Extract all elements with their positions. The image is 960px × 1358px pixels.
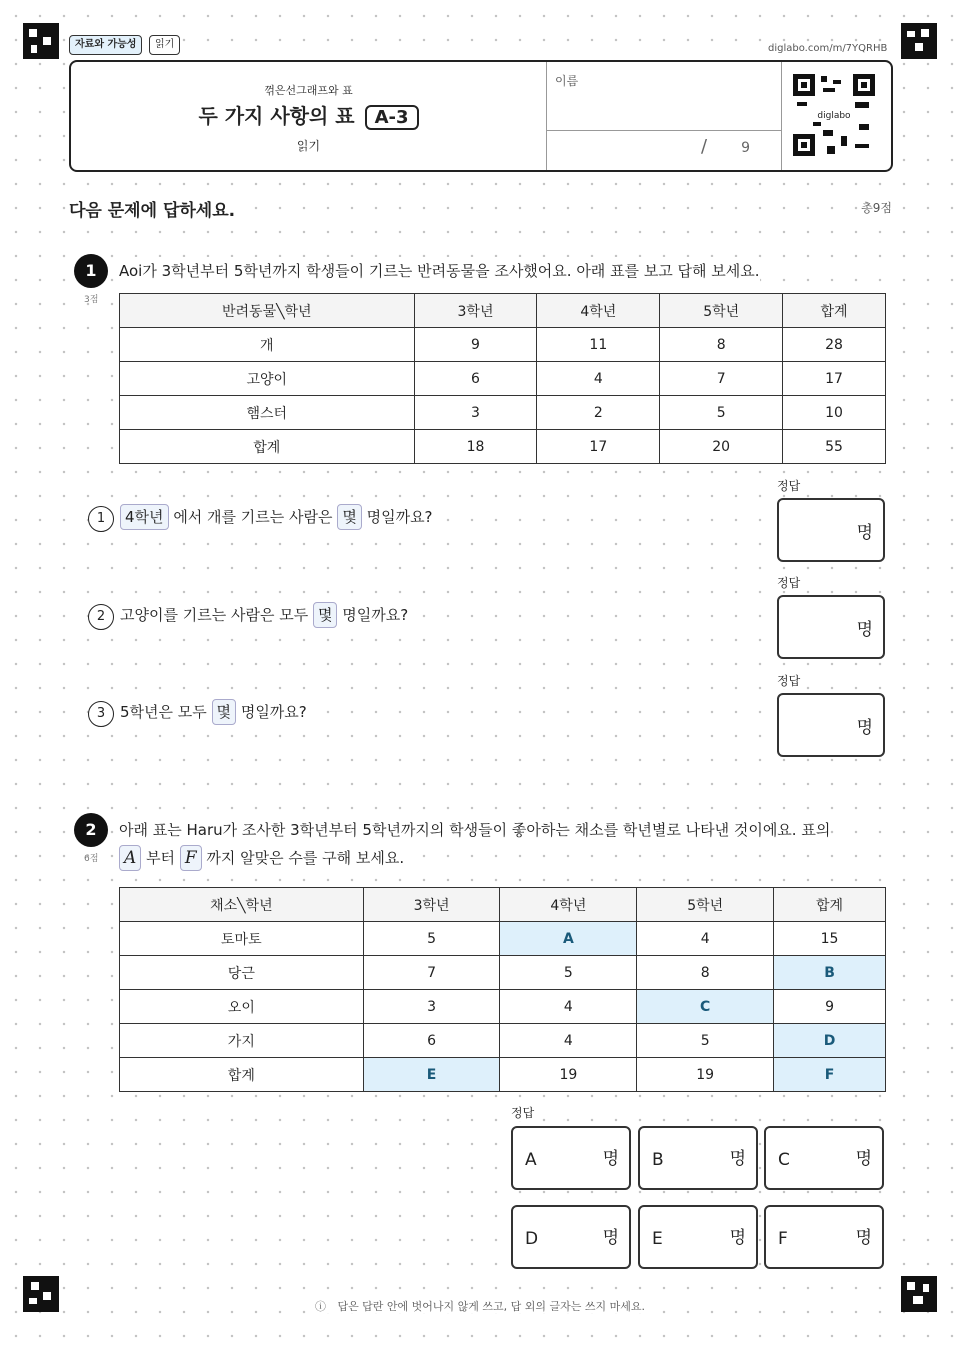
- table-header: 4학년: [537, 294, 660, 328]
- sub-question-text: 5학년은 모두: [120, 703, 207, 721]
- answer-box-d[interactable]: [511, 1205, 631, 1269]
- keyword-highlight: 몇: [212, 699, 237, 725]
- unknown-cell: D: [774, 1024, 886, 1058]
- unit-label: 명: [856, 718, 873, 738]
- table-header: 4학년: [500, 888, 637, 922]
- table-cell: 4: [500, 990, 637, 1024]
- table-cell: 6: [363, 1024, 500, 1058]
- table-header: 5학년: [660, 294, 783, 328]
- unit-label: 명: [729, 1149, 746, 1169]
- table-row: [120, 328, 886, 362]
- question-text: 아래 표는 Haru가 조사한 3학년부터 5학년까지의 학생들이 좋아하는 채소를 학년별로 나타낸 것이에요. 표의: [119, 816, 830, 844]
- table-cell: 당근: [120, 956, 364, 990]
- variable-f: F: [180, 845, 202, 871]
- sub-question-2: [88, 601, 408, 630]
- sub-question-number: 1: [88, 506, 114, 532]
- table-cell: 합계: [120, 1058, 364, 1092]
- table-cell: 개: [120, 328, 415, 362]
- table-header-row: [120, 294, 886, 328]
- table-row: [120, 430, 886, 464]
- answer-label: 정답: [511, 1106, 535, 1120]
- name-field-label[interactable]: 이름: [555, 74, 579, 88]
- table-cell: 4: [637, 922, 774, 956]
- footer-text: 답은 답란 안에 벗어나지 않게 쓰고, 답 외의 글자는 쓰지 마세요.: [333, 1300, 649, 1313]
- answer-box-f[interactable]: [764, 1205, 884, 1269]
- table-cell: 8: [660, 328, 783, 362]
- question-number: 1: [74, 254, 108, 288]
- table-header: 합계: [774, 888, 886, 922]
- score-slash: /: [701, 136, 708, 157]
- table-cell: 17: [783, 362, 886, 396]
- answer-label: 정답: [777, 479, 801, 493]
- answer-letter: B: [652, 1150, 664, 1170]
- answer-box-e[interactable]: [638, 1205, 758, 1269]
- unit-label: 명: [602, 1149, 619, 1169]
- answer-letter: A: [525, 1150, 537, 1170]
- divider: [546, 130, 781, 131]
- instruction: 다음 문제에 답하세요.: [69, 196, 235, 221]
- footer-note: [0, 1298, 960, 1314]
- table-header: 합계: [783, 294, 886, 328]
- worksheet-code: A-3: [365, 105, 419, 130]
- divider: [546, 62, 547, 170]
- table-cell: 28: [783, 328, 886, 362]
- table-header: 반려동물╲학년: [120, 294, 415, 328]
- answer-label: 정답: [777, 576, 801, 590]
- table-cell: 2: [537, 396, 660, 430]
- table-cell: 3: [363, 990, 500, 1024]
- table-row: [120, 956, 886, 990]
- sub-question-text: 고양이를 기르는 사람은 모두: [120, 606, 309, 624]
- table-cell: 5: [363, 922, 500, 956]
- table-cell: 고양이: [120, 362, 415, 396]
- answer-box-c[interactable]: [764, 1126, 884, 1190]
- pets-table: [119, 293, 886, 464]
- table-cell: 55: [783, 430, 886, 464]
- unit-label: 명: [855, 1149, 872, 1169]
- header-mode: 읽기: [296, 139, 321, 153]
- table-cell: 합계: [120, 430, 415, 464]
- header-subtitle: 꺾은선그래프와 표: [264, 84, 353, 97]
- unit-label: 명: [729, 1228, 746, 1248]
- keyword-highlight: 몇: [313, 602, 338, 628]
- activity-tag: 읽기: [149, 35, 180, 55]
- sub-question-3: [88, 698, 307, 727]
- question-text-part: 부터: [146, 849, 176, 867]
- table-row: [120, 922, 886, 956]
- question-number: 2: [74, 813, 108, 847]
- title-text: 두 가지 사항의 표: [198, 104, 355, 128]
- unit-label: 명: [855, 1228, 872, 1248]
- keyword-highlight: 몇: [337, 504, 362, 530]
- worksheet-header: [69, 60, 893, 172]
- question-points: 6점: [84, 854, 99, 864]
- question-points: 3점: [84, 295, 99, 305]
- corner-marker-top-right: [901, 23, 937, 59]
- table-cell: 5: [500, 956, 637, 990]
- table-cell: 20: [660, 430, 783, 464]
- sub-question-1: [88, 503, 433, 532]
- table-row: [120, 990, 886, 1024]
- score-total: 9: [741, 140, 750, 156]
- table-cell: 4: [500, 1024, 637, 1058]
- table-cell: 4: [537, 362, 660, 396]
- sub-question-text: 명일까요?: [240, 703, 307, 721]
- answer-letter: D: [525, 1229, 539, 1249]
- table-cell: 7: [363, 956, 500, 990]
- sub-question-number: 3: [88, 701, 114, 727]
- table-cell: 5: [660, 396, 783, 430]
- keyword-highlight: 4학년: [120, 504, 169, 530]
- table-cell: 9: [774, 990, 886, 1024]
- category-tag: 자료와 가능성: [69, 35, 142, 55]
- table-row: [120, 396, 886, 430]
- sub-question-text: 명일까요?: [342, 606, 409, 624]
- answer-box-b[interactable]: [638, 1126, 758, 1190]
- table-cell: 15: [774, 922, 886, 956]
- table-cell: 토마토: [120, 922, 364, 956]
- page-title: [71, 100, 546, 130]
- info-icon: ⓘ: [311, 1300, 330, 1313]
- answer-box-3[interactable]: [777, 693, 885, 757]
- total-points: 총9점: [861, 201, 892, 215]
- table-cell: 17: [537, 430, 660, 464]
- divider: [781, 62, 782, 170]
- table-cell: 6: [414, 362, 537, 396]
- sub-question-number: 2: [88, 604, 114, 630]
- question-text: Aoi가 3학년부터 5학년까지 학생들이 기르는 반려동물을 조사했어요. 아래 표를 보고 답해 보세요.: [119, 257, 760, 285]
- unknown-cell: E: [363, 1058, 500, 1092]
- corner-marker-top-left: [23, 23, 59, 59]
- sub-question-text: 명일까요?: [366, 508, 433, 526]
- answer-letter: C: [778, 1150, 790, 1170]
- table-cell: 가지: [120, 1024, 364, 1058]
- answer-letter: F: [778, 1229, 788, 1249]
- table-header: 3학년: [363, 888, 500, 922]
- table-header: 채소╲학년: [120, 888, 364, 922]
- table-cell: 19: [637, 1058, 774, 1092]
- unit-label: 명: [856, 523, 873, 543]
- table-cell: 5: [637, 1024, 774, 1058]
- sub-question-text: 에서 개를 기르는 사람은: [173, 508, 333, 526]
- table-cell: 11: [537, 328, 660, 362]
- variable-a: A: [119, 845, 141, 871]
- unknown-cell: C: [637, 990, 774, 1024]
- table-cell: 10: [783, 396, 886, 430]
- table-cell: 18: [414, 430, 537, 464]
- unknown-cell: A: [500, 922, 637, 956]
- question-text-part: 까지 알맞은 수를 구해 보세요.: [206, 849, 405, 867]
- table-cell: 9: [414, 328, 537, 362]
- table-cell: 8: [637, 956, 774, 990]
- qr-code-icon: [793, 74, 875, 156]
- answer-box-1[interactable]: [777, 498, 885, 562]
- table-cell: 7: [660, 362, 783, 396]
- table-header: 3학년: [414, 294, 537, 328]
- table-row: [120, 362, 886, 396]
- table-cell: 19: [500, 1058, 637, 1092]
- unknown-cell: F: [774, 1058, 886, 1092]
- table-header-row: [120, 888, 886, 922]
- score-field: [701, 136, 750, 157]
- answer-letter: E: [652, 1229, 663, 1249]
- vegetables-table: [119, 887, 886, 1092]
- table-cell: 3: [414, 396, 537, 430]
- answer-box-a[interactable]: [511, 1126, 631, 1190]
- worksheet-url: diglabo.com/m/7YQRHB: [768, 43, 888, 54]
- qr-label: diglabo: [811, 110, 857, 122]
- table-header: 5학년: [637, 888, 774, 922]
- table-cell: 오이: [120, 990, 364, 1024]
- unit-label: 명: [856, 620, 873, 640]
- answer-label: 정답: [777, 674, 801, 688]
- table-row: [120, 1024, 886, 1058]
- question-text-line2: [119, 844, 404, 872]
- unit-label: 명: [602, 1228, 619, 1248]
- answer-box-2[interactable]: [777, 595, 885, 659]
- table-row: [120, 1058, 886, 1092]
- unknown-cell: B: [774, 956, 886, 990]
- table-cell: 햄스터: [120, 396, 415, 430]
